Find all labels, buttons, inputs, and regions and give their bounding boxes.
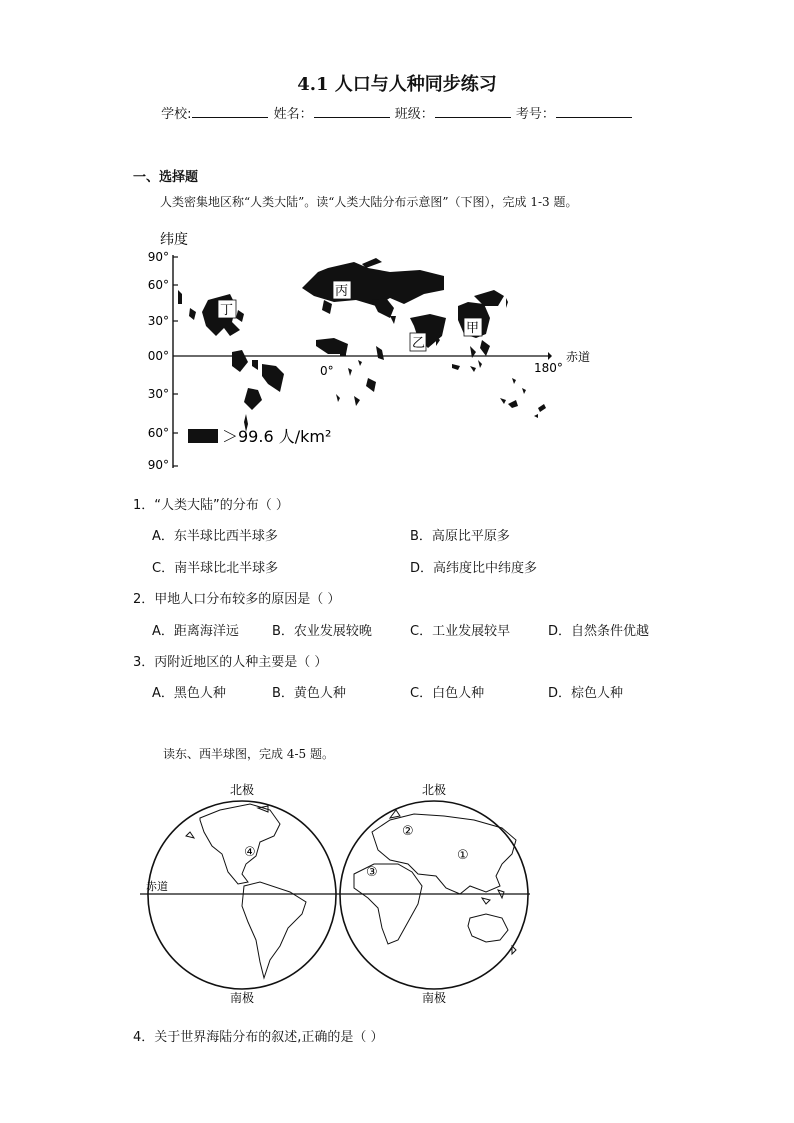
page-title: 4.1 人口与人种同步练习 bbox=[297, 74, 497, 95]
latitude-ticks bbox=[148, 250, 169, 472]
q2-option-d[interactable]: D．自然条件优越 bbox=[548, 624, 650, 639]
marker-1: ① bbox=[457, 848, 469, 863]
q3-option-b[interactable]: B．黄色人种 bbox=[272, 686, 346, 701]
q2-option-a[interactable]: A．距离海洋远 bbox=[152, 624, 239, 639]
tick-00: 00° bbox=[147, 349, 169, 363]
meridian-180-label: 180° bbox=[534, 361, 563, 375]
q1-option-b[interactable]: B．高原比平原多 bbox=[410, 529, 510, 544]
western-hemisphere bbox=[148, 801, 336, 989]
tick-60n: 60° bbox=[147, 278, 169, 292]
west-south-pole-label: 南极 bbox=[230, 991, 255, 1005]
section-heading: 一、选择题 bbox=[133, 170, 199, 185]
east-north-pole-label: 北极 bbox=[422, 783, 447, 797]
exam-no-blank[interactable] bbox=[556, 105, 632, 118]
intro-text-2: 读东、西半球图，完成 4-5 题。 bbox=[163, 747, 334, 761]
dense-population-areas bbox=[178, 258, 546, 432]
marker-3: ③ bbox=[366, 865, 378, 880]
label-jia: 甲 bbox=[466, 321, 480, 336]
hemispheres-map bbox=[140, 778, 540, 1010]
question-3: 3．丙附近地区的人种主要是（ ） bbox=[133, 655, 328, 670]
equator-label-2: 赤道 bbox=[146, 880, 168, 893]
q3-option-c[interactable]: C．白色人种 bbox=[410, 686, 485, 701]
intro-text-1: 人类密集地区称“人类大陆”。读“人类大陆分布示意图”（下图），完成 1-3 题。 bbox=[160, 195, 578, 209]
q1-option-a[interactable]: A．东半球比西半球多 bbox=[152, 529, 278, 544]
tick-90s: 90° bbox=[147, 458, 169, 472]
eastern-hemisphere bbox=[340, 801, 528, 989]
school-label: 学校: bbox=[161, 107, 192, 122]
question-4: 4．关于世界海陆分布的叙述,正确的是（ ） bbox=[133, 1030, 384, 1045]
name-blank[interactable] bbox=[314, 105, 390, 118]
tick-30s: 30° bbox=[147, 387, 169, 401]
east-south-pole-label: 南极 bbox=[422, 991, 447, 1005]
q1-option-d[interactable]: D．高纬度比中纬度多 bbox=[410, 561, 538, 576]
legend-label: ＞99.6 人/km² bbox=[222, 427, 332, 446]
tick-90n: 90° bbox=[147, 250, 169, 264]
q2-option-c[interactable]: C．工业发展较早 bbox=[410, 624, 511, 639]
west-north-pole-label: 北极 bbox=[230, 783, 255, 797]
class-blank[interactable] bbox=[435, 105, 511, 118]
q3-option-d[interactable]: D．棕色人种 bbox=[548, 686, 624, 701]
q1-option-c[interactable]: C．南半球比北半球多 bbox=[152, 561, 279, 576]
class-label: 班级： bbox=[394, 107, 434, 122]
marker-2: ② bbox=[402, 824, 414, 839]
legend-swatch bbox=[188, 429, 218, 443]
q3-option-a[interactable]: A．黑色人种 bbox=[152, 686, 226, 701]
label-yi: 乙 bbox=[412, 336, 426, 351]
label-bing: 丙 bbox=[335, 284, 349, 299]
equator-label: 赤道 bbox=[566, 350, 591, 364]
question-1: 1．“人类大陆”的分布（ ） bbox=[133, 498, 289, 513]
prime-meridian-label: 0° bbox=[320, 364, 334, 378]
q2-option-b[interactable]: B．农业发展较晚 bbox=[272, 624, 372, 639]
label-ding: 丁 bbox=[220, 303, 234, 318]
tick-60s: 60° bbox=[147, 426, 169, 440]
tick-30n: 30° bbox=[147, 314, 169, 328]
question-2: 2．甲地人口分布较多的原因是（ ） bbox=[133, 592, 341, 607]
school-blank[interactable] bbox=[192, 105, 268, 118]
map-ylabel: 纬度 bbox=[160, 232, 188, 248]
student-info-line bbox=[0, 103, 794, 122]
name-label: 姓名： bbox=[273, 107, 313, 122]
population-map bbox=[140, 228, 610, 473]
exam-no-label: 考号： bbox=[515, 107, 555, 122]
marker-4: ④ bbox=[244, 845, 256, 860]
